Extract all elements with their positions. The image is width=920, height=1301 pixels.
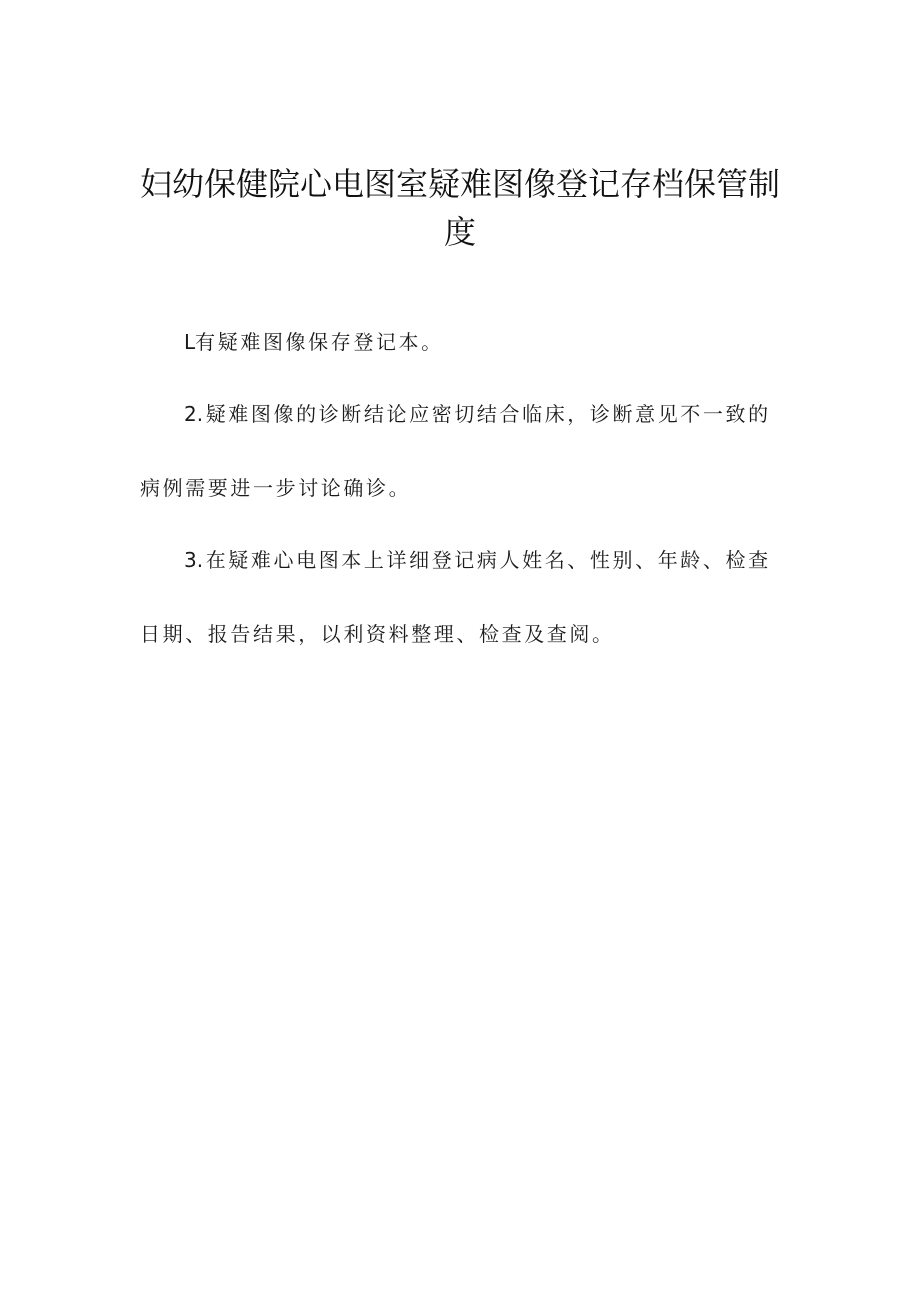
rule-item-number: 2 (184, 402, 197, 426)
document-title: 妇幼保健院心电图室疑难图像登记存档保管制度 (140, 165, 781, 251)
rule-item-text: .在疑难心电图本上详细登记病人姓名、性别、年龄、检查日期、报告结果，以利资料整理、检查及查阅。 (140, 548, 771, 646)
rule-item-number: L (184, 330, 196, 354)
rule-item-text: 有疑难图像保存登记本。 (195, 330, 444, 354)
rule-item-2 (140, 377, 780, 525)
rule-item-3 (140, 523, 780, 671)
rule-item-1 (140, 305, 780, 379)
rule-item-text: .疑难图像的诊断结论应密切结合临床，诊断意见不一致的病例需要进一步讨论确诊。 (140, 402, 771, 500)
rule-item-number: 3 (184, 548, 197, 572)
